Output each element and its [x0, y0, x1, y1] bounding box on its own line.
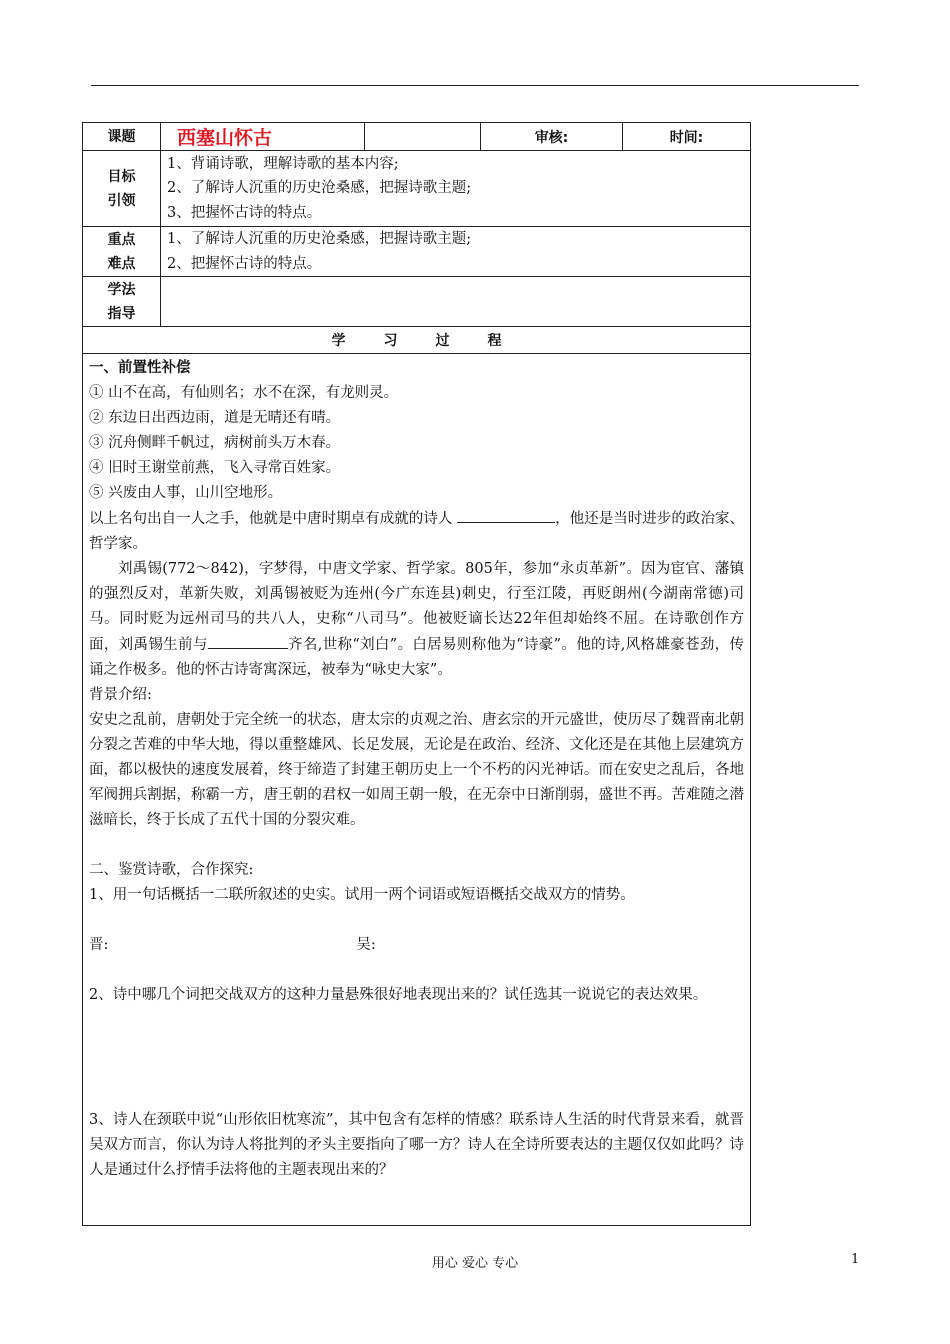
key-points-label: 重点 难点	[83, 227, 161, 277]
page-number: 1	[851, 1252, 860, 1267]
background-text: 安史之乱前，唐朝处于完全统一的状态，唐太宗的贞观之治、唐玄宗的开元盛世，使历尽了魏晋南北朝分裂之苦难的中华大地，得以重整雄风、长足发展，无论是在政治、经济、文化还是在其他上层建筑方面，都以极快的速度发展着，终于缔造了封建王朝历史上一个不朽的闪光神话。而在安史之乱后，各地军阀拥兵割据，称霸一方，唐王朝的君权一如周王朝一般，在无奈中日渐削弱，盛世不再。苦难随之潜滋暗长，终于长成了五代十国的分裂灾难。	[89, 712, 744, 828]
goal-item: 2、了解诗人沉重的历史沧桑感，把握诗歌主题;	[167, 180, 472, 197]
process-body-row	[83, 354, 751, 1226]
background-label: 背景介绍:	[89, 687, 152, 703]
peer-answer-blank[interactable]	[208, 632, 288, 649]
question-1: 1、用一句话概括一二联所叙述的史实。试用一两个词语或短语概括交战双方的情势。	[89, 887, 635, 903]
question-3: 3、诗人在颈联中说“山形依旧枕寒流”，其中包含有怎样的情感？联系诗人生活的时代背景来看，就晋吴双方而言，你认为诗人将批判的矛头主要指向了哪一方？诗人在全诗所要表达的主题仅仅如此吗？诗人是通过什么抒情手法将他的主题表现出来的？	[89, 1112, 744, 1178]
goals-list	[161, 151, 751, 227]
review-label: 审核:	[481, 123, 623, 151]
section2-heading: 二、鉴赏诗歌，合作探究:	[89, 862, 254, 878]
time-label: 时间:	[623, 123, 751, 151]
poet-biography: 刘禹锡(772～842)，字梦得，中唐文学家、哲学家。805年，参加“永贞革新”。因为宦官、藩镇的强烈反对，革新失败，刘禹锡被贬为连州(今广东连县)刺史，行至江陵，再贬朗州(今湖南常德)司马。同时贬为远州司马的共八人，史称“八司马”。他被贬谪长达22年但却始终不屈。在诗歌创作方面，刘禹锡生前与 齐名,世称“刘白”。白居易则称他为“诗豪”。他的诗,风格雄豪苍劲，传诵之作极多。他的怀古诗寄寓深远，被奉为“咏史大家”。	[89, 561, 745, 678]
poet-answer-blank[interactable]	[457, 506, 555, 523]
lesson-plan-table	[82, 122, 751, 1226]
process-body	[83, 354, 751, 1226]
lesson-title: 西塞山怀古	[161, 123, 365, 151]
method-content	[161, 277, 751, 327]
header-row	[83, 123, 751, 151]
quote-item: ③ 沉舟侧畔千帆过，病树前头万木春。	[89, 435, 341, 451]
wu-label: 吴:	[356, 937, 376, 953]
process-heading-row	[83, 327, 751, 354]
quote-item: ⑤ 兴废由人事，山川空地形。	[89, 485, 283, 501]
quote-item: ④ 旧时王谢堂前燕，飞入寻常百姓家。	[89, 460, 341, 476]
section1-heading: 一、前置性补偿	[89, 360, 191, 376]
quote-item: ① 山不在高，有仙则名；水不在深，有龙则灵。	[89, 385, 399, 401]
method-row	[83, 277, 751, 327]
footer-text: 用心 爱心 专心	[431, 1256, 519, 1271]
poet-question: 以上名句出自一人之手，他就是中唐时期卓有成就的诗人 ，他还是当时进步的政治家、哲学家。	[89, 506, 744, 557]
jin-wu-answer-row	[89, 933, 744, 958]
quote-item: ② 东边日出西边雨，道是无晴还有晴。	[89, 410, 341, 426]
header-rule	[91, 85, 859, 86]
process-heading: 学习过程	[83, 327, 751, 354]
key-point-item: 2、把握怀古诗的特点。	[167, 255, 322, 272]
topic-label: 课题	[83, 123, 161, 151]
goal-item: 3、把握怀古诗的特点。	[167, 204, 322, 221]
method-label: 学法 指导	[83, 277, 161, 327]
key-point-item: 1、了解诗人沉重的历史沧桑感，把握诗歌主题;	[167, 231, 472, 247]
goals-row	[83, 151, 751, 227]
jin-label: 晋:	[89, 937, 109, 953]
goals-label: 目标 引领	[83, 151, 161, 227]
key-points-list	[161, 227, 751, 277]
blank-cell	[365, 123, 481, 151]
key-points-row	[83, 227, 751, 277]
question-2: 2、诗中哪几个词把交战双方的这种力量悬殊很好地表现出来的？试任选其一说说它的表达效果。	[89, 987, 708, 1003]
goal-item: 1、背诵诗歌，理解诗歌的基本内容;	[167, 155, 399, 172]
